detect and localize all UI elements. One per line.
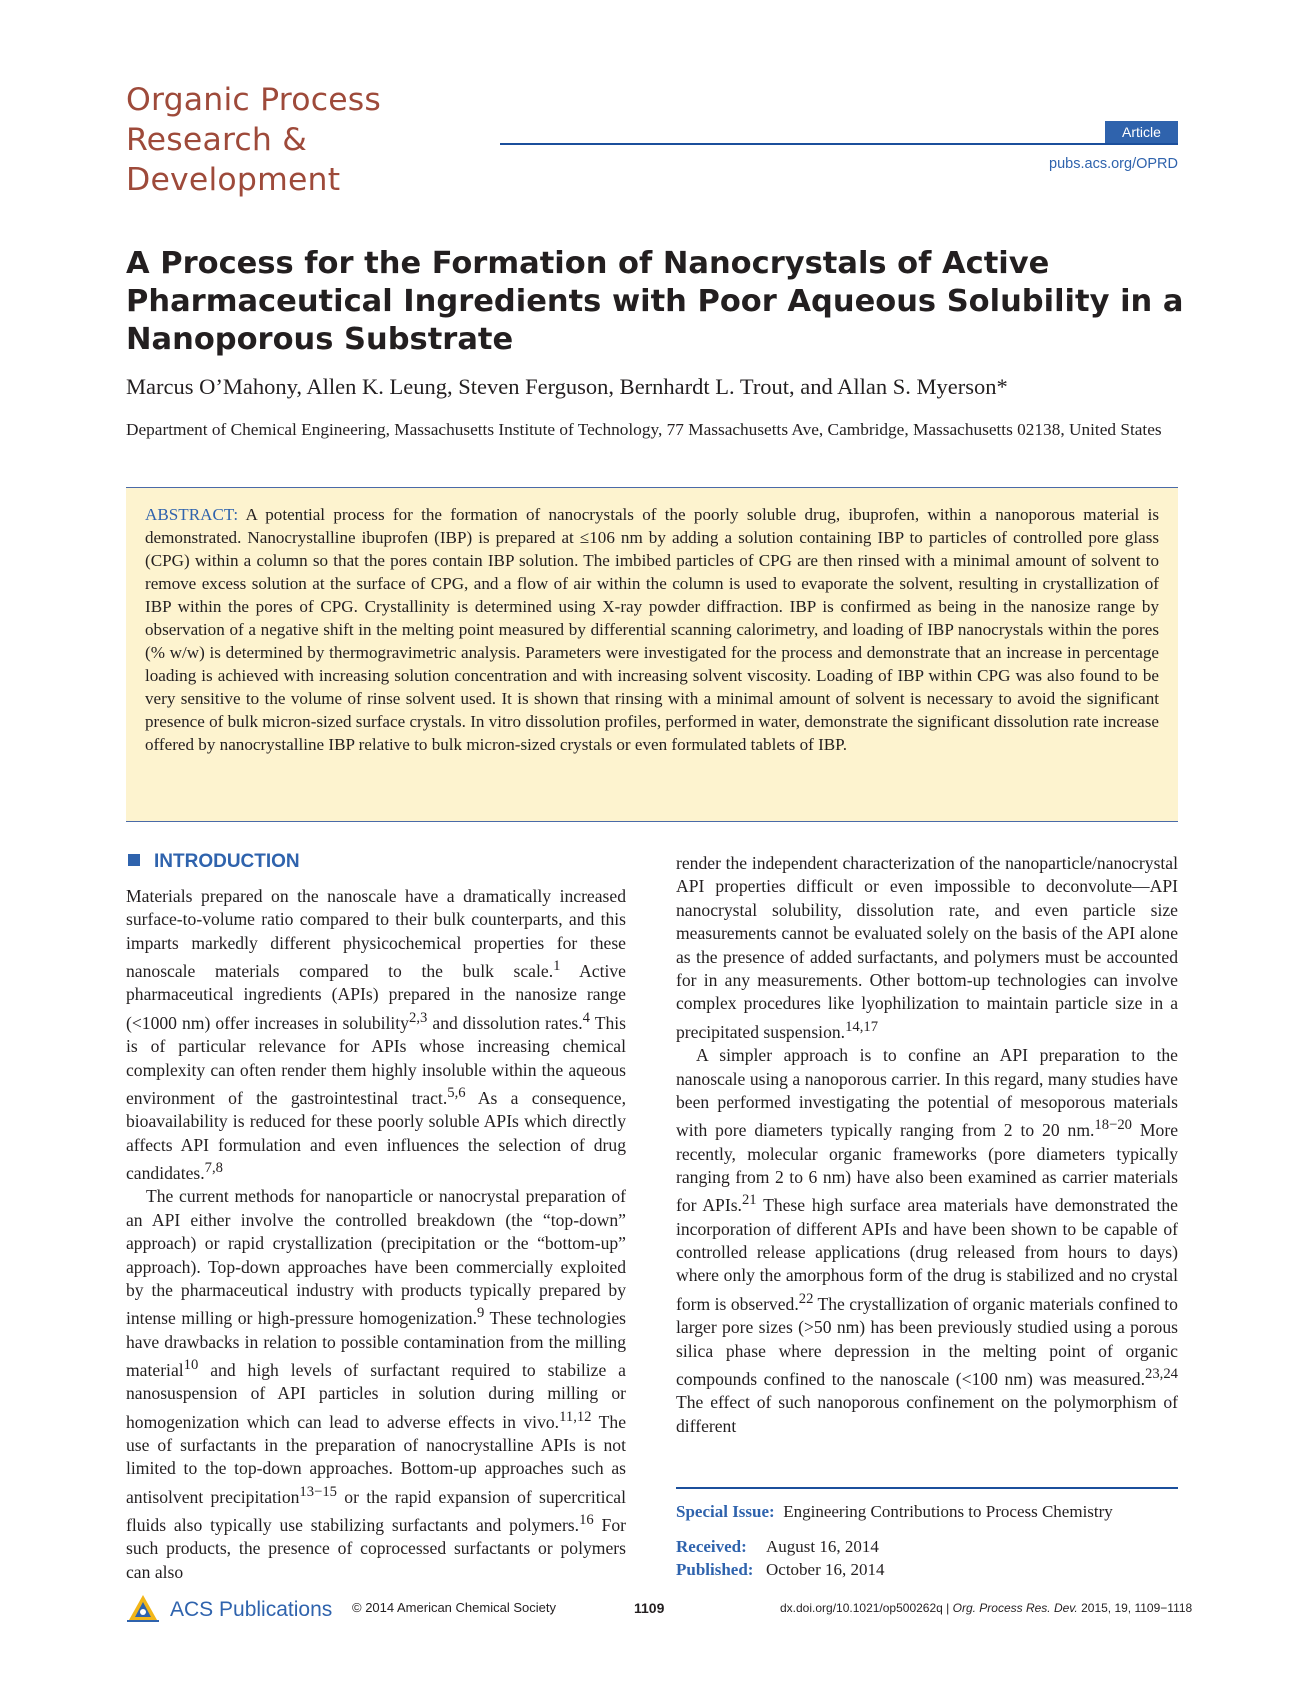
section-square-icon bbox=[128, 854, 140, 866]
affiliation: Department of Chemical Engineering, Massachusetts Institute of Technology, 77 Massachusetts Ave, Cambridge, Massachusetts 02138, United States bbox=[126, 420, 1162, 439]
citation-ref[interactable]: 7,8 bbox=[204, 1160, 223, 1177]
right-column bbox=[676, 852, 1178, 1438]
abstract-label: ABSTRACT: bbox=[145, 505, 239, 524]
text-run: The effect of such nanoporous confinement on the polymorphism of different bbox=[676, 1392, 1178, 1436]
text-run: These high surface area materials have demonstrated the incorporation of different APIs and have been shown to be capable of controlled release applications (drug released from hours to days) where only the amorphous form of the drug is stabilized and no crystal form is observed. bbox=[676, 1195, 1178, 1314]
citation-ref[interactable]: 11,12 bbox=[559, 1408, 592, 1425]
intro-paragraph-3 bbox=[676, 852, 1178, 1044]
intro-paragraph-4 bbox=[676, 1044, 1178, 1438]
citation-ref[interactable]: 5,6 bbox=[447, 1084, 466, 1101]
text-run: The use of surfactants in the preparation of nanocrystalline APIs is not limited to the top-down approaches. Bottom-up approaches such as antisolvent precipitation bbox=[126, 1411, 627, 1507]
text-run: This is of particular relevance for APIs whose increasing chemical complexity can often render them highly insoluble within the aqueous environment of the gastrointestinal tract. bbox=[126, 1012, 626, 1108]
left-column bbox=[126, 885, 626, 1584]
section-heading-text: INTRODUCTION bbox=[154, 851, 300, 872]
citation-ref[interactable]: 22 bbox=[798, 1290, 814, 1307]
section-heading-introduction bbox=[128, 851, 300, 873]
text-run: More recently, molecular organic frameworks (pore diameters typically ranging from 2 to 6 nm) have also been examined as carrier materials for APIs. bbox=[676, 1120, 1178, 1216]
intro-paragraph-2 bbox=[126, 1185, 626, 1584]
intro-paragraph-1 bbox=[126, 885, 626, 1185]
text-run: and high levels of surfactant required to stabilize a nanosuspension of API particles in solution during milling or homogenization which can lead to adverse effects in vivo. bbox=[126, 1359, 626, 1432]
text-run: render the independent characterization of the nanoparticle/nanocrystal API properties difficult or even impossible to deconvolute—API nanocrystal solubility, dissolution rate, and even particle size measurements cannot be evaluated solely on the basis of the API alone as the presence of added surfactants, and polymers must be accounted for in any measurements. Other bottom-up technologies can involve complex procedures like lyophilization to maintain particle size in a precipitated suspension. bbox=[676, 853, 1178, 1042]
abstract bbox=[145, 503, 1159, 756]
title-line-2: Pharmaceutical Ingredients with Poor Aqueous Solubility in a bbox=[126, 284, 1184, 319]
special-issue-value: Engineering Contributions to Process Chemistry bbox=[783, 1502, 1113, 1521]
publisher-name: ACS Publications bbox=[170, 1598, 333, 1621]
special-issue-label: Special Issue: bbox=[676, 1502, 775, 1521]
page-number: 1109 bbox=[634, 1600, 665, 1616]
text-run: For such products, the presence of coprocessed surfactants or polymers can also bbox=[126, 1514, 626, 1582]
text-run: As a consequence, bioavailability is reduced for these poorly soluble APIs which directly affects API formulation and even influences the selection of drug candidates. bbox=[126, 1087, 626, 1183]
header-rule bbox=[500, 143, 1178, 145]
author-list: Marcus O’Mahony, Allen K. Leung, Steven Ferguson, Bernhardt L. Trout, and Allan S. Myerson* bbox=[126, 374, 1008, 399]
citation-ref[interactable]: 10 bbox=[183, 1357, 199, 1374]
published-date bbox=[676, 1558, 885, 1581]
citation-ref[interactable]: 13−15 bbox=[299, 1483, 337, 1500]
doi-link[interactable]: dx.doi.org/10.1021/op500262q bbox=[780, 1601, 943, 1615]
copyright: © 2014 American Chemical Society bbox=[352, 1600, 556, 1615]
acs-logo-icon bbox=[126, 1592, 160, 1626]
text-run: A simpler approach is to confine an API preparation to the nanoscale using a nanoporous carrier. In this regard, many studies have been performed investigating the potential of mesoporous materials with pore diameters typically ranging from 2 to 20 nm. bbox=[676, 1045, 1178, 1141]
citation-ref[interactable]: 9 bbox=[476, 1305, 485, 1322]
citation-ref[interactable]: 2,3 bbox=[408, 1009, 428, 1026]
abstract-text: A potential process for the formation of nanocrystals of the poorly soluble drug, ibuprofen, within a nanoporous material is demonstrated. Nanocrystalline ibuprofen (IBP) is prepared at ≤106 nm by adding a solution containing IBP to particles of controlled pore glass (CPG) within a column so that the pores contain IBP solution. The imbibed particles of CPG are then rinsed with a minimal amount of solvent to remove excess solution at the surface of CPG, and a flow of air within the column is used to evaporate the solvent, resulting in crystallization of IBP within the pores of CPG. Crystallinity is determined using X-ray powder diffraction. IBP is confirmed as being in the nanosize range by observation of a negative shift in the melting point measured by differential scanning calorimetry, and loading of IBP nanocrystals within the pores (% w/w) is determined by thermogravimetric analysis. Parameters were investigated for the process and demonstrate that an increase in percentage loading is achieved with increasing solution concentration and with increasing solvent viscosity. Loading of IBP within CPG was also found to be very sensitive to the volume of rinse solvent used. It is shown that rinsing with a minimal amount of solvent is necessary to avoid the significant presence of bulk micron-sized surface crystals. In vitro dissolution profiles, performed in water, demonstrate the significant dissolution rate increase offered by nanocrystalline IBP relative to bulk micron-sized crystals or even formulated tablets of IBP. bbox=[145, 505, 1159, 754]
citation-ref[interactable]: 4 bbox=[582, 1009, 590, 1026]
article-info-rule bbox=[676, 1487, 1178, 1489]
article-title bbox=[126, 245, 1186, 359]
received-value: August 16, 2014 bbox=[766, 1537, 879, 1556]
text-run: and dissolution rates. bbox=[427, 1012, 583, 1033]
published-label: Published: bbox=[676, 1560, 754, 1579]
journal-abbrev: Org. Process Res. Dev. bbox=[952, 1601, 1078, 1615]
citation-ref[interactable]: 23,24 bbox=[1145, 1365, 1178, 1382]
citation-detail: 2015, 19, 1109−1118 bbox=[1077, 1601, 1193, 1615]
title-line-3: Nanoporous Substrate bbox=[126, 322, 514, 357]
text-run: The current methods for nanoparticle or nanocrystal preparation of an API either involve the controlled breakdown (the “top-down” approach) or rapid crystallization (precipitation or the “bottom-up” approach). Top-down approaches have been commercially exploited by the pharmaceutical industry with products typically prepared by intense milling or high-pressure homogenization. bbox=[126, 1186, 626, 1329]
published-value: October 16, 2014 bbox=[766, 1560, 885, 1579]
citation-ref[interactable]: 16 bbox=[579, 1512, 594, 1529]
journal-url-link[interactable]: pubs.acs.org/OPRD bbox=[1049, 156, 1178, 172]
journal-name-line-1: Organic Process bbox=[126, 82, 382, 118]
separator: | bbox=[942, 1601, 953, 1615]
special-issue bbox=[676, 1500, 1113, 1523]
citation-ref[interactable]: 14,17 bbox=[845, 1018, 879, 1035]
received-date bbox=[676, 1535, 879, 1558]
text-run: The crystallization of organic materials confined to larger pore sizes (>50 nm) has been previously studied using a porous silica phase where depression in the melting point of organic compounds confined to the nanoscale (<100 nm) was measured. bbox=[676, 1293, 1178, 1389]
journal-name bbox=[126, 80, 456, 200]
text-run: or the rapid expansion of supercritical fluids also typically use stabilizing surfactants and polymers. bbox=[126, 1486, 626, 1535]
journal-name-line-2: Research & bbox=[126, 122, 308, 158]
article-type-badge: Article bbox=[1105, 121, 1178, 143]
text-run: Active pharmaceutical ingredients (APIs) prepared in the nanosize range (<1000 nm) offer increases in solubility bbox=[126, 961, 626, 1033]
citation-ref[interactable]: 21 bbox=[741, 1192, 757, 1209]
journal-name-line-3: Development bbox=[126, 162, 341, 198]
text-run: These technologies have drawbacks in relation to possible contamination from the milling material bbox=[126, 1308, 626, 1380]
text-run: Materials prepared on the nanoscale have a dramatically increased surface-to-volume ratio compared to their bulk counterparts, and this imparts markedly different physicochemical properties for these nanoscale materials compared to the bulk scale. bbox=[126, 886, 626, 982]
citation-ref[interactable]: 1 bbox=[553, 958, 561, 975]
title-line-1: A Process for the Formation of Nanocrystals of Active bbox=[126, 246, 1050, 281]
citation-ref[interactable]: 18−20 bbox=[1094, 1117, 1132, 1134]
doi-citation bbox=[780, 1600, 1193, 1616]
received-label: Received: bbox=[676, 1537, 747, 1556]
